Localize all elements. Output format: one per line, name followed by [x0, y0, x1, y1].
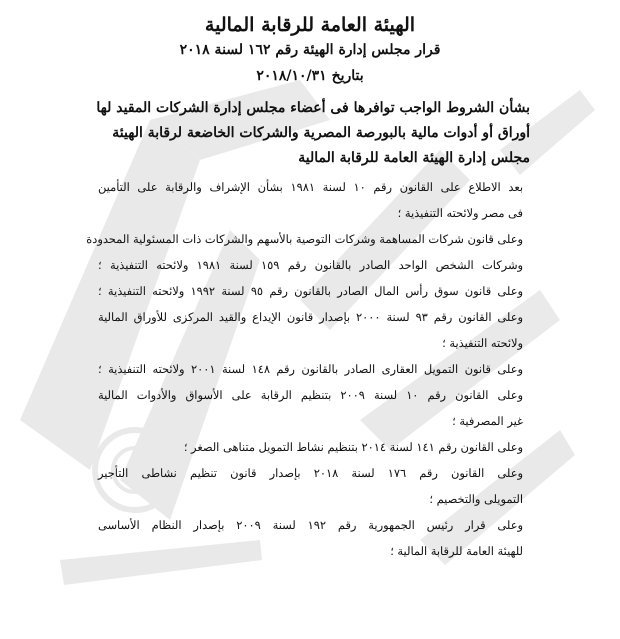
body-line: وعلى القانون رقم ١٤١ لسنة ٢٠١٤ بتنظيم نشاط التمويل متناهى الصغر ؛: [183, 440, 523, 454]
council-line: مجلس إدارة الهيئة العامة للرقابة المالية: [298, 150, 530, 166]
subject-line-2: أوراق أو أدوات مالية بالبورصة المصرية والشركات الخاضعة لرقابة الهيئة: [112, 125, 530, 141]
subject-line-1: بشأن الشروط الواجب توافرها فى أعضاء مجلس إدارة الشركات المقيد لها: [96, 100, 530, 116]
body-line: وعلى قانون التمويل العقارى الصادر بالقانون رقم ١٤٨ لسنة ٢٠٠١ ولائحته التنفيذية ؛: [98, 362, 523, 376]
body-line: للهيئة العامة للرقابة المالية ؛: [390, 544, 523, 558]
body-line: وعلى قانون سوق رأس المال الصادر بالقانون رقم ٩٥ لسنة ١٩٩٢ ولائحته التنفيذية ؛: [98, 284, 523, 298]
body-line: وعلى قانون شركات المساهمة وشركات التوصية بالأسهم والشركات ذات المسئولية المحدودة: [86, 232, 523, 246]
body-line: التمويلى والتخصيم ؛: [429, 492, 523, 506]
body-line: فى مصر ولائحته التنفيذية ؛: [397, 206, 523, 220]
body-line: وعلى قرار رئيس الجمهورية رقم ١٩٢ لسنة ٢٠٠٩ بإصدار النظام الأساسى: [98, 518, 523, 532]
date-line: بتاريخ ٢٠١٨/١٠/٣١: [256, 68, 364, 84]
body-line: وعلى القانون رقم ١٠ لسنة ٢٠٠٩ بتنظيم الرقابة على الأسواق والأدوات المالية: [98, 388, 524, 402]
body-line: بعد الاطلاع على القانون رقم ١٠ لسنة ١٩٨١ بشأن الإشراف والرقابة على التأمين: [98, 180, 523, 194]
body-line: وعلى القانون رقم ٩٣ لسنة ٢٠٠٠ بإصدار قانون الإيداع والقيد المركزى للأوراق المالية: [98, 310, 523, 324]
authority-title: الهيئة العامة للرقابة المالية: [204, 14, 416, 36]
body-line: وشركات الشخص الواحد الصادر بالقانون رقم ١٥٩ لسنة ١٩٨١ ولائحته التنفيذية ؛: [98, 258, 524, 272]
decision-line: قرار مجلس إدارة الهيئة رقم ١٦٢ لسنة ٢٠١٨: [179, 42, 441, 58]
body-line: ولائحته التنفيذية ؛: [442, 336, 523, 350]
body-line: غير المصرفية ؛: [452, 414, 523, 428]
body-line: وعلى القانون رقم ١٧٦ لسنة ٢٠١٨ بإصدار قانون تنظيم نشاطى التأجير: [98, 466, 523, 480]
